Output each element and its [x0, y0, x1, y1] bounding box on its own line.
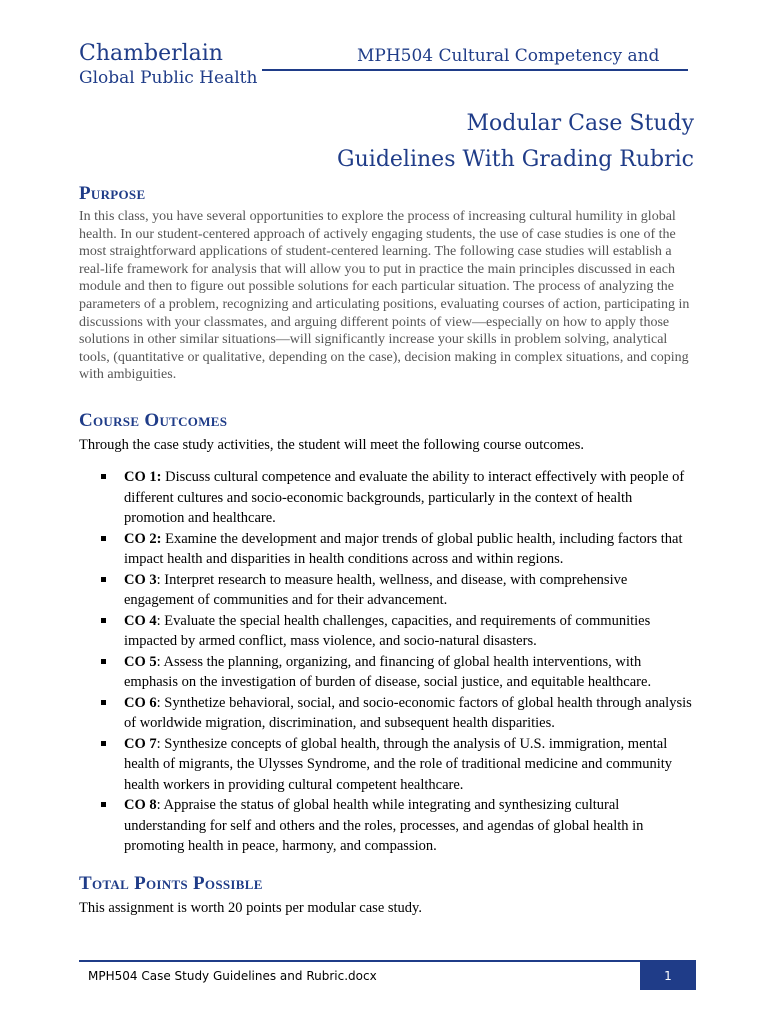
outcome-text: : Synthetize behavioral, social, and socio-economic factors of global health through analysis of worldwide migration, discrimination, and subsequent health disparities.	[124, 694, 692, 731]
document-title-line-1: Modular Case Study	[466, 111, 694, 136]
course-outcome-item	[79, 652, 695, 693]
outcome-text: : Assess the planning, organizing, and financing of global health interventions, with emphasis on the investigation of burden of disease, social justice, and equitable healthcare.	[124, 653, 652, 690]
course-outcome-item	[79, 529, 695, 570]
outcome-code: CO 6	[124, 694, 157, 711]
course-outcomes-intro: Through the case study activities, the student will meet the following course outcomes.	[79, 437, 584, 453]
bullet-icon	[101, 659, 106, 664]
outcome-text: : Appraise the status of global health while integrating and synthesizing cultural understanding for self and others and the roles, processes, and agendas of global health in promoting health in peace, harmony, and compassion.	[124, 797, 644, 854]
outcome-code: CO 3	[124, 571, 157, 588]
header-subbrand: Global Public Health	[79, 68, 258, 88]
course-outcome-item	[79, 611, 695, 652]
bullet-icon	[101, 700, 106, 705]
outcome-code: CO 5	[124, 653, 157, 670]
bullet-icon	[101, 577, 106, 582]
total-points-text: This assignment is worth 20 points per modular case study.	[79, 900, 422, 916]
course-outcome-item	[79, 734, 695, 796]
header-brand: Chamberlain	[79, 41, 223, 66]
course-outcome-item	[79, 467, 695, 529]
outcome-text: : Evaluate the special health challenges, capacities, and requirements of communities impacted by armed conflict, mass violence, and socio-natural disasters.	[124, 612, 651, 649]
footer-divider	[79, 960, 696, 962]
course-outcome-item	[79, 795, 695, 857]
header-branding	[79, 40, 257, 89]
outcome-text: Discuss cultural competence and evaluate the ability to interact effectively with people of different cultures and socio-economic backgrounds, particularly in the context of health promotion and healthcare.	[124, 469, 685, 526]
purpose-heading: Purpose	[79, 183, 146, 204]
bullet-icon	[101, 474, 106, 479]
bullet-icon	[101, 741, 106, 746]
course-outcome-item	[79, 693, 695, 734]
outcome-text: Examine the development and major trends of global public health, including factors that impact health and disparities in health conditions across and within regions.	[124, 530, 683, 567]
outcome-code: CO 8	[124, 797, 157, 813]
course-outcomes-heading: Course Outcomes	[79, 410, 228, 431]
purpose-paragraph: In this class, you have several opportunities to explore the process of increasing cultural humility in global health. In our student-centered approach of actively engaging students, the use of case studies is one of the most straightforward applications of student-centered learning. The following case studies will establish a real-life framework for analysis that will allow you to put in practice the main principles discussed in each module and then to figure out possible solutions for each particular situation. The process of analyzing the parameters of a problem, recognizing and articulating positions, evaluating courses of action, participating in discussions with your classmates, and arguing different points of view—especially on how to apply those solutions in other similar situations—will significantly increase your skills in problem solving, analytical tools, (quantitative or qualitative, depending on the case), decision making in complex situations, and coping with ambiguities.	[79, 209, 690, 383]
outcome-code: CO 2:	[124, 530, 162, 547]
total-points-heading: Total Points Possible	[79, 873, 263, 894]
document-title-line-2: Guidelines With Grading Rubric	[337, 147, 694, 172]
document-title	[337, 106, 694, 178]
course-outcome-item	[79, 570, 695, 611]
outcome-text: : Interpret research to measure health, wellness, and disease, with comprehensive engagement of communities and for their advancement.	[124, 571, 628, 608]
page-number: 1	[640, 962, 696, 990]
outcome-text: : Synthesize concepts of global health, through the analysis of U.S. immigration, mental health of migrants, the Ulysses Syndrome, and the role of traditional medicine and community health workers in providing cultural competent healthcare.	[124, 735, 673, 793]
bullet-icon	[101, 618, 106, 623]
header-course-title: MPH504 Cultural Competency and	[357, 46, 660, 66]
header-divider	[262, 69, 688, 71]
outcome-code: CO 4	[124, 612, 157, 629]
footer-filename: MPH504 Case Study Guidelines and Rubric.docx	[88, 969, 377, 983]
outcome-code: CO 7	[124, 735, 157, 752]
course-outcomes-list	[79, 467, 695, 857]
outcome-code: CO 1:	[124, 469, 162, 485]
bullet-icon	[101, 536, 106, 541]
bullet-icon	[101, 802, 106, 807]
